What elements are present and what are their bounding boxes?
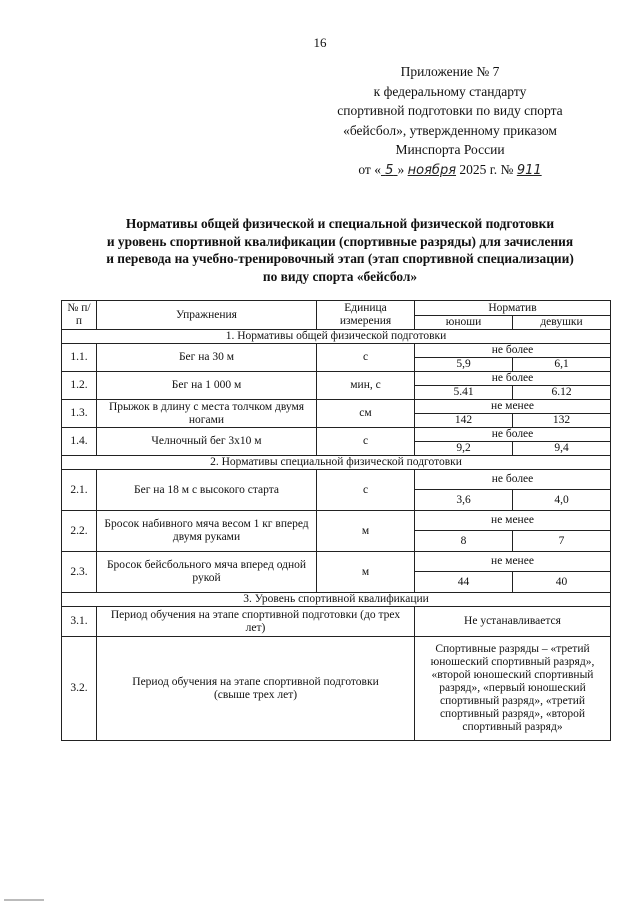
annex-header — [330, 62, 570, 180]
row-num: 1.4. — [62, 428, 97, 456]
row-exercise: Бросок набивного мяча весом 1 кг вперед двумя руками — [97, 511, 317, 552]
row-num: 2.3. — [62, 552, 97, 593]
row-unit: м — [317, 511, 415, 552]
date-month: ноября — [407, 162, 457, 178]
qual-value: Спортивные разряды – «третий юношеский спортивный разряд», «второй юношеский спортивный разряд», «первый юношеский спортивный разряд», «третий спортивный разряд», «второй спортивный разряд» — [415, 637, 611, 741]
header-boys: юноши — [415, 316, 513, 330]
header-num: № п/п — [62, 301, 97, 330]
page-number: 16 — [313, 35, 327, 50]
header-exercise: Упражнения — [97, 301, 317, 330]
section-heading: 1. Нормативы общей физической подготовки — [62, 330, 611, 344]
row-boys-value: 44 — [415, 572, 513, 593]
row-num: 2.1. — [62, 470, 97, 511]
row-boys-value: 5,9 — [415, 358, 513, 372]
order-number: 911 — [516, 162, 542, 178]
annex-line: к федеральному стандарту — [373, 83, 527, 99]
header-unit: Единица измерения — [317, 301, 415, 330]
section-heading: 2. Нормативы специальной физической подготовки — [62, 456, 611, 470]
row-girls-value: 4,0 — [513, 490, 611, 511]
annex-line: Приложение № 7 — [400, 64, 500, 79]
row-exercise: Бег на 30 м — [97, 344, 317, 372]
row-boys-value: 9,2 — [415, 442, 513, 456]
row-num: 2.2. — [62, 511, 97, 552]
row-unit: с — [317, 344, 415, 372]
annex-line: спортивной подготовки по виду спорта — [337, 103, 563, 118]
document-title — [40, 215, 640, 285]
row-girls-value: 132 — [513, 414, 611, 428]
title-line: и перевода на учебно-тренировочный этап (этап спортивной специализации) — [106, 251, 574, 266]
row-exercise: Челночный бег 3х10 м — [97, 428, 317, 456]
row-num: 3.2. — [62, 637, 97, 741]
row-exercise: Прыжок в длину с места толчком двумя ногами — [97, 400, 317, 428]
row-num: 1.1. — [62, 344, 97, 372]
row-condition: не менее — [415, 552, 611, 572]
row-num: 1.2. — [62, 372, 97, 400]
annex-date-line — [330, 160, 570, 181]
qual-label: Период обучения на этапе спортивной подготовки (до трех лет) — [97, 607, 415, 637]
row-condition: не более — [415, 428, 611, 442]
row-unit: с — [317, 470, 415, 511]
scan-artifact — [4, 899, 44, 901]
title-line: Нормативы общей физической и специальной физической подготовки — [125, 216, 555, 231]
row-condition: не более — [415, 344, 611, 358]
row-unit: м — [317, 552, 415, 593]
row-condition: не более — [415, 470, 611, 490]
row-boys-value: 3,6 — [415, 490, 513, 511]
date-year: 2025 г. № — [459, 161, 514, 177]
date-day: 5 — [385, 162, 394, 178]
header-girls: девушки — [513, 316, 611, 330]
norms-table — [61, 300, 611, 741]
row-unit: с — [317, 428, 415, 456]
annex-line: «бейсбол», утвержденному приказом — [343, 122, 557, 138]
row-girls-value: 40 — [513, 572, 611, 593]
section-heading: 3. Уровень спортивной квалификации — [62, 593, 611, 607]
row-girls-value: 6.12 — [513, 386, 611, 400]
date-mid: » — [397, 161, 405, 177]
row-girls-value: 6,1 — [513, 358, 611, 372]
row-condition: не менее — [415, 511, 611, 531]
row-condition: не менее — [415, 400, 611, 414]
row-boys-value: 5.41 — [415, 386, 513, 400]
row-girls-value: 9,4 — [513, 442, 611, 456]
row-boys-value: 142 — [415, 414, 513, 428]
row-num: 1.3. — [62, 400, 97, 428]
title-line: и уровень спортивной квалификации (спортивные разряды) для зачисления — [106, 233, 574, 249]
row-exercise: Бег на 18 м с высокого старта — [97, 470, 317, 511]
title-line: по виду спорта «бейсбол» — [262, 268, 418, 284]
row-condition: не более — [415, 372, 611, 386]
date-prefix: от « — [358, 161, 381, 177]
row-unit: мин, с — [317, 372, 415, 400]
annex-line: Минспорта России — [395, 142, 505, 157]
row-boys-value: 8 — [415, 531, 513, 552]
qual-label: Период обучения на этапе спортивной подготовки (свыше трех лет) — [97, 637, 415, 741]
qual-value: Не устанавливается — [415, 607, 611, 637]
header-norm: Норматив — [415, 301, 611, 316]
row-exercise: Бег на 1 000 м — [97, 372, 317, 400]
row-num: 3.1. — [62, 607, 97, 637]
row-girls-value: 7 — [513, 531, 611, 552]
row-unit: см — [317, 400, 415, 428]
row-exercise: Бросок бейсбольного мяча вперед одной рукой — [97, 552, 317, 593]
